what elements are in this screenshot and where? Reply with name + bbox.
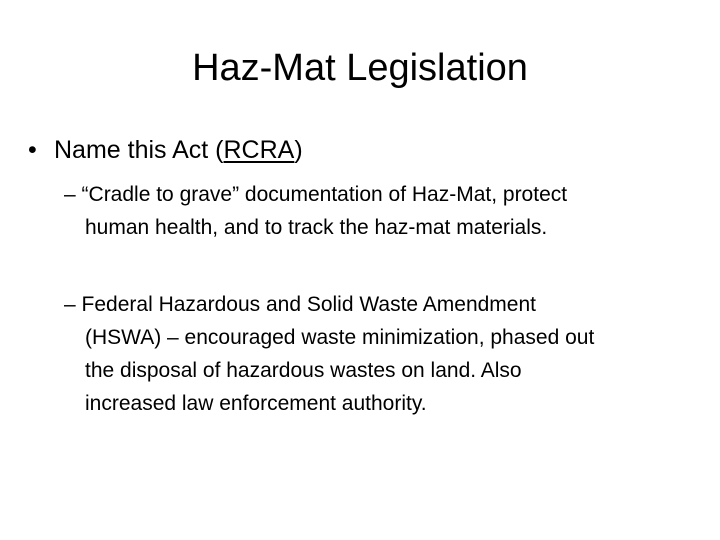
sub-point-line: the disposal of hazardous wastes on land. Also <box>85 359 522 382</box>
bullet-icon: • <box>28 136 37 164</box>
point-suffix: ) <box>294 136 303 164</box>
sub-point-text: “Cradle to grave” documentation of Haz-Mat, protect <box>81 183 568 206</box>
slide-title: Haz-Mat Legislation <box>192 47 528 89</box>
point-prefix: Name this Act ( <box>54 136 224 164</box>
sub-point-line: increased law enforcement authority. <box>85 392 427 415</box>
sub-point-line <box>64 288 714 321</box>
sub-point-line: human health, and to track the haz-mat materials. <box>85 216 548 239</box>
sub-point-text: Federal Hazardous and Solid Waste Amendment <box>81 293 536 316</box>
sub-point-rcra <box>64 178 714 244</box>
point-underlined-answer: RCRA <box>223 136 295 164</box>
sub-point-hswa <box>64 288 714 420</box>
main-bullet-point <box>28 132 688 168</box>
sub-point-line <box>64 178 714 211</box>
dash-icon: – <box>64 183 76 206</box>
dash-icon: – <box>64 293 76 316</box>
sub-point-line: (HSWA) – encouraged waste minimization, phased out <box>85 326 595 349</box>
